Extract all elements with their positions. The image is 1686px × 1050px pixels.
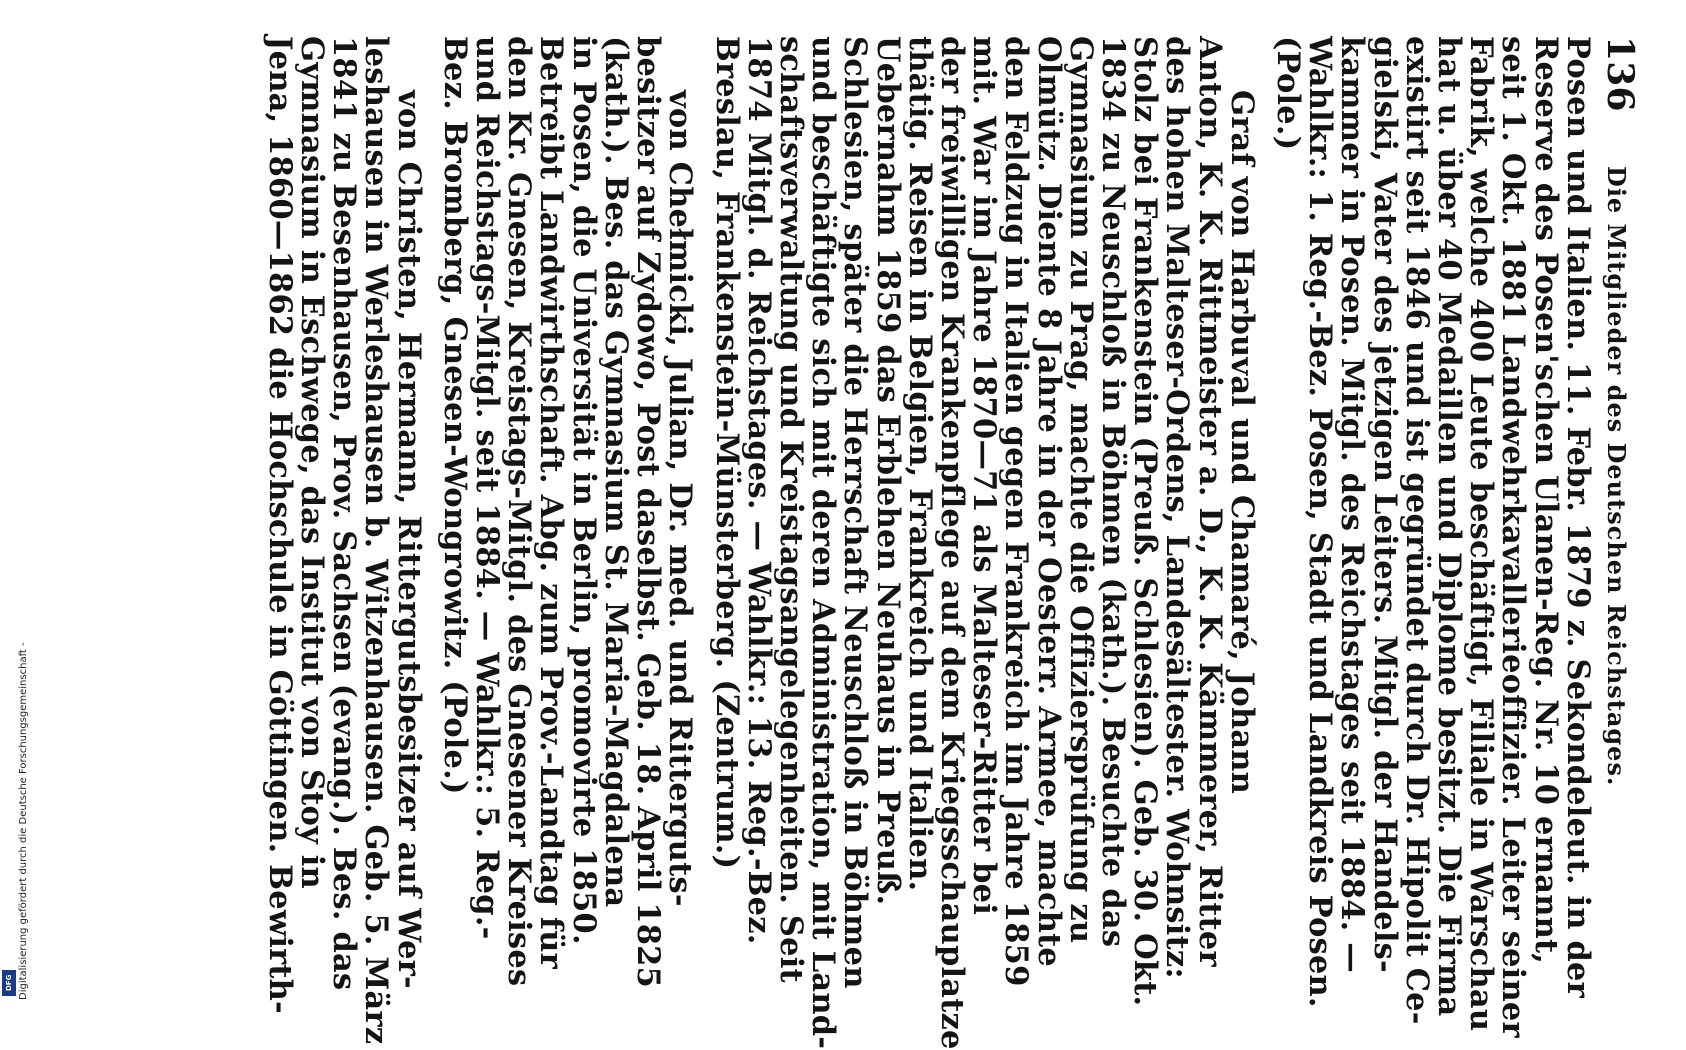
text-line: Gymnasium in Eschwege, das Institut von Stoy in (294, 36, 331, 889)
text-line: Wahlkr.: 1. Reg.-Bez. Posen, Stadt und Landkreis Posen. (1302, 36, 1339, 1008)
text-line: den Kr. Gnesen, Kreistags-Mitgl. des Gnesener Kreises (501, 36, 538, 987)
text-line: Jena, 1860—1862 die Hochschule in Göttingen. Bewirth- (261, 36, 298, 1014)
text-line: existirt seit 1846 und ist gegründet durch Dr. Hipolit Ce- (1398, 36, 1435, 1025)
text-line: 1841 zu Besenhausen, Prov. Sachsen (evang.). Bes. das (326, 36, 363, 991)
text-line: Betreibt Landwirthschaft. Abg. zum Prov.-Landtag für (533, 36, 570, 969)
text-line: Posen und Italien. 11. Febr. 1879 z. Sekondeleut. in der (1559, 36, 1596, 998)
page-header (1599, 36, 1641, 956)
paragraph (261, 36, 427, 1045)
dfg-logo: DFG (2, 970, 16, 996)
text-line: (kath.). Bes. das Gymnasium St. Maria-Magdalena (597, 36, 634, 908)
text-line: 1874 Mitgl. d. Reichstages. — Wahlkr.: 13. Reg.-Bez. (740, 36, 777, 945)
text-line: 1834 zu Neuschloß in Böhmen (kath.). Besuchte das (1094, 36, 1131, 948)
text-line: gielski, Vater des jetzigen Leiters. Mitgl. der Handels- (1366, 36, 1403, 973)
text-line: thätig. Reisen in Belgien, Frankreich und Italien. (901, 36, 938, 892)
text-line: Reserve des Posen'schen Ulanen-Reg. Nr. 10 ernannt, (1527, 36, 1564, 965)
text-line: (Pole.) (1269, 36, 1306, 151)
text-line: in Posen, die Universität in Berlin, promovirte 1850. (565, 36, 602, 945)
paragraph (708, 36, 1260, 1050)
credit-text: Digitalisierung gefördert durch die Deutsche Forschungsgemeinschaft - (18, 642, 29, 1000)
text-line: Olmütz. Diente 8 Jahre in der Oesterr. Armee, machte (1030, 36, 1067, 968)
text-line: den Feldzug in Italien gegen Frankreich im Jahre 1859 (998, 36, 1035, 987)
text-line: seit 1. Okt. 1881 Landwehrkavallerieoffizier. Leiter seiner (1495, 36, 1532, 1038)
page-content (261, 36, 1641, 1050)
text-line: Anton, K. K. Rittmeister a. D., K. K. Kämmerer, Ritter (1191, 36, 1228, 967)
text-line: kammer in Posen. Mitgl. des Reichstages seit 1884. — (1334, 36, 1371, 973)
text-line: des hohen Malteser-Ordens, Landesältester. Wohnsitz: (1159, 36, 1196, 979)
text-line: schaftsverwaltung und Kreistagsangelegenheiten. Seit (772, 36, 809, 983)
text-line: Breslau, Frankenstein-Münsterberg. (Zentrum.) (708, 36, 745, 870)
text-line: der freiwilligen Krankenpflege auf dem Kriegsschauplatze (933, 36, 970, 1050)
text-line: Uebernahm 1859 das Erblehen Neuhaus in Preuß. (869, 36, 906, 906)
text-line: und beschäftigte sich mit deren Administration, mit Land- (805, 36, 842, 1050)
body-text (261, 36, 1596, 1050)
text-line: besitzer auf Zydowo, Post daselbst. Geb. 18. April 1825 (630, 36, 667, 989)
text-line: leshausen in Werleshausen b. Witzenhausen. Geb. 5. März (358, 36, 395, 1045)
text-line: von Chełmicki, Julian, Dr. med. und Ritterguts- (662, 90, 699, 907)
text-line: Stolz bei Frankenstein (Preuß. Schlesien). Geb. 30. Okt. (1127, 36, 1164, 1007)
text-line: Fabrik, welche 400 Leute beschäftigt, Filiale in Warschau (1463, 36, 1500, 1032)
paragraph (1269, 36, 1596, 1038)
text-line: Gymnasium zu Prag, machte die Offiziersprüfung zu (1062, 36, 1099, 944)
paragraph-gap (1258, 36, 1272, 956)
text-line: Bez. Bromberg, Gnesen-Wongrowitz. (Pole.) (436, 36, 473, 795)
digitization-credit (4, 560, 29, 1000)
running-title: Die Mitglieder des Deutschen Reichstages. (1602, 166, 1631, 787)
page-number: 136 (1599, 36, 1641, 112)
text-line: Graf von Harbuval und Chamaré, Johann (1223, 90, 1260, 795)
text-line: Schlesien, später die Herrschaft Neuschloß in Böhmen (837, 36, 874, 989)
text-line: hat u. über 40 Medaillen und Diplome besitzt. Die Firma (1430, 36, 1467, 1017)
text-line: und Reichstags-Mitgl. seit 1884. — Wahlkr.: 5. Reg.- (469, 36, 506, 940)
paragraph (436, 36, 699, 989)
text-line: mit. War im Jahre 1870—71 als Malteser-Ritter bei (966, 36, 1003, 915)
text-line: von Christen, Hermann, Rittergutsbesitzer auf Wer- (390, 90, 427, 989)
